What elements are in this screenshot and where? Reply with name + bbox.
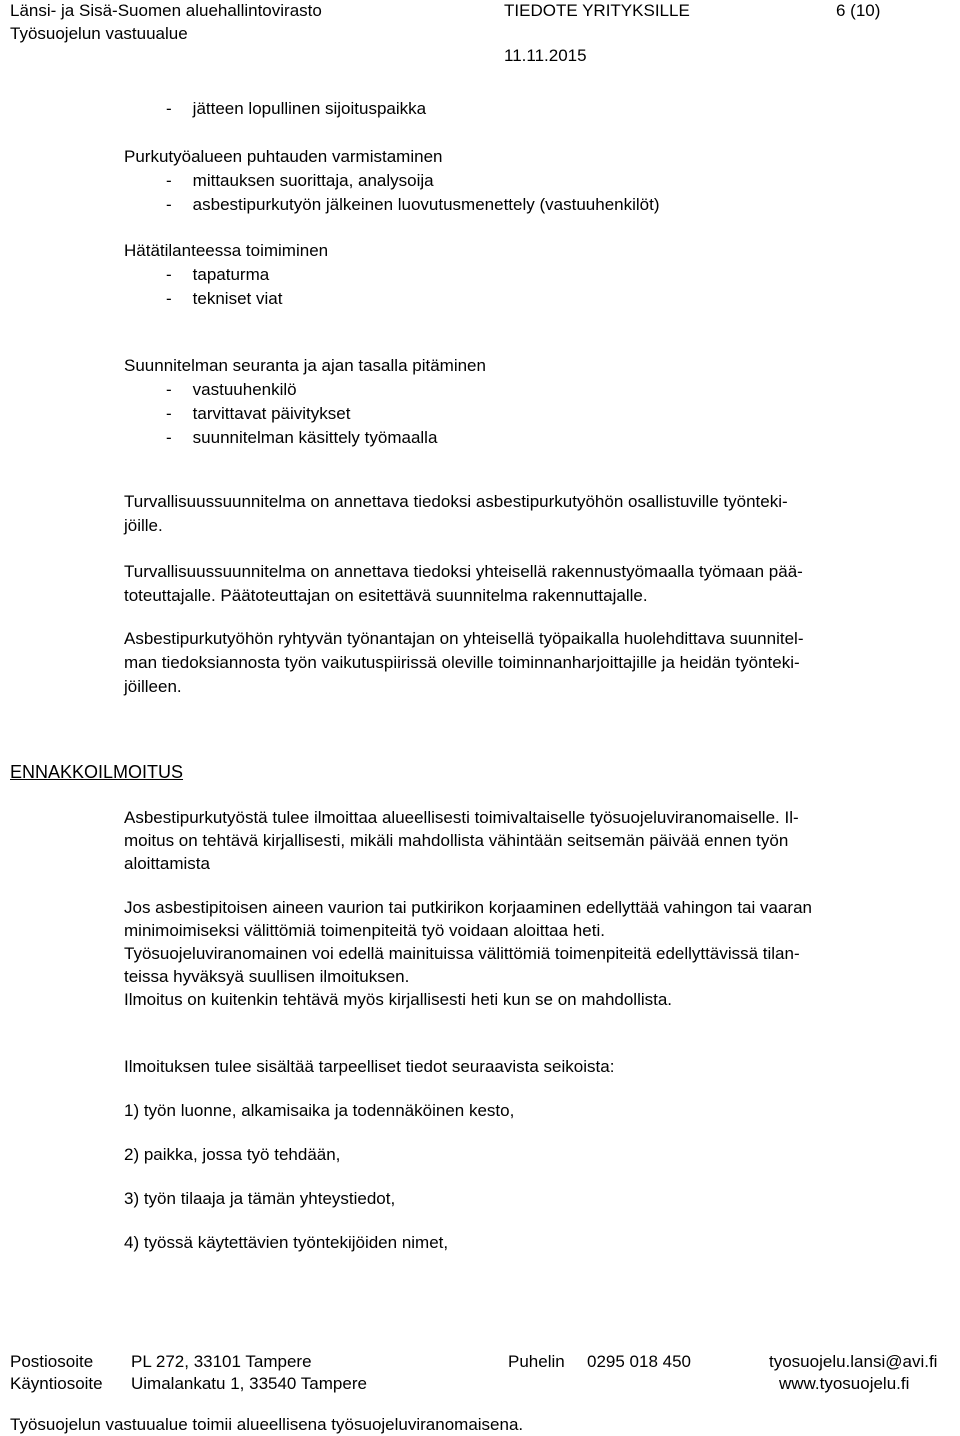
list-item-text: tapaturma <box>192 265 270 284</box>
document-date: 11.11.2015 <box>504 46 587 65</box>
paragraph-line: man tiedoksiannosta työn vaikutuspiirissä oleville toiminnanharjoittajille ja heidän työnteki- <box>124 653 800 672</box>
paragraph-line: Asbestipurkutyöhön ryhtyvän työnantajan on yhteisellä työpaikalla huolehdittava suunnitel- <box>124 629 804 648</box>
list-item-text: vastuuhenkilö <box>192 380 297 399</box>
dash-marker: - <box>166 99 172 118</box>
footer-postal-address: PL 272, 33101 Tampere <box>131 1352 312 1371</box>
numbered-item: 3) työn tilaaja ja tämän yhteystiedot, <box>124 1189 396 1208</box>
paragraph-line: jöilleen. <box>124 677 182 696</box>
dash-marker: - <box>166 380 172 399</box>
list-item-text: tekniset viat <box>192 289 283 308</box>
list-item-text: tarvittavat päivitykset <box>192 404 351 423</box>
paragraph-line: Jos asbestipitoisen aineen vaurion tai putkirikon korjaaminen edellyttää vahingon tai vaaran <box>124 898 812 917</box>
paragraph-line: aloittamista <box>124 854 210 873</box>
paragraph-line: Ilmoitus on kuitenkin tehtävä myös kirjallisesti heti kun se on mahdollista. <box>124 990 673 1009</box>
numbered-item: 2) paikka, jossa työ tehdään, <box>124 1145 341 1164</box>
dash-marker: - <box>166 289 172 308</box>
list-item <box>166 287 282 310</box>
paragraph-line: Asbestipurkutyöstä tulee ilmoittaa alueellisesti toimivaltaiselle työsuojeluviranomaiselle. Il- <box>124 808 799 827</box>
section-title: Suunnitelman seuranta ja ajan tasalla pitäminen <box>124 356 486 375</box>
department-name: Työsuojelun vastuualue <box>10 24 188 43</box>
page-number: 6 (10) <box>836 1 881 20</box>
list-item <box>166 97 426 120</box>
list-intro: Ilmoituksen tulee sisältää tarpeelliset tiedot seuraavista seikoista: <box>124 1057 615 1076</box>
list-item <box>166 263 269 286</box>
paragraph-line: minimoimiseksi välittömiä toimenpiteitä työ voidaan aloittaa heti. <box>124 921 605 940</box>
list-item <box>166 426 437 449</box>
footer-email-link[interactable]: tyosuojelu.lansi@avi.fi <box>769 1352 938 1371</box>
list-item <box>166 169 434 192</box>
dash-marker: - <box>166 404 172 423</box>
list-item <box>166 402 350 425</box>
dash-marker: - <box>166 428 172 447</box>
footer-web-link[interactable]: www.tyosuojelu.fi <box>779 1374 910 1393</box>
dash-marker: - <box>166 171 172 190</box>
footer-phone-label: Puhelin <box>508 1352 565 1371</box>
paragraph-line: Turvallisuussuunnitelma on annettava tiedoksi yhteisellä rakennustyömaalla työmaan pää- <box>124 562 803 581</box>
list-item <box>166 378 297 401</box>
paragraph-line: toteuttajalle. Päätoteuttajan on esitettävä suunnitelma rakennuttajalle. <box>124 586 648 605</box>
footer-visit-label: Käyntiosoite <box>10 1374 103 1393</box>
list-item-text: mittauksen suorittaja, analysoija <box>192 171 434 190</box>
dash-marker: - <box>166 195 172 214</box>
numbered-item: 4) työssä käytettävien työntekijöiden nimet, <box>124 1233 449 1252</box>
list-item-text: suunnitelman käsittely työmaalla <box>192 428 438 447</box>
paragraph-line: teissa hyväksyä suullisen ilmoituksen. <box>124 967 410 986</box>
section-title: Hätätilanteessa toimiminen <box>124 241 329 260</box>
organization-name: Länsi- ja Sisä-Suomen aluehallintovirasto <box>10 1 322 20</box>
footer-phone-number[interactable]: 0295 018 450 <box>587 1352 691 1371</box>
dash-marker: - <box>166 265 172 284</box>
section-heading: ENNAKKOILMOITUS <box>10 762 184 782</box>
numbered-item: 1) työn luonne, alkamisaika ja todennäköinen kesto, <box>124 1101 515 1120</box>
footer-visit-address: Uimalankatu 1, 33540 Tampere <box>131 1374 367 1393</box>
section-title: Purkutyöalueen puhtauden varmistaminen <box>124 147 443 166</box>
footer-note: Työsuojelun vastuualue toimii alueellisena työsuojeluviranomaisena. <box>10 1415 524 1434</box>
document-type: TIEDOTE YRITYKSILLE <box>504 1 690 20</box>
paragraph-line: jöille. <box>124 516 163 535</box>
footer-postal-label: Postiosoite <box>10 1352 94 1371</box>
paragraph-line: Turvallisuussuunnitelma on annettava tiedoksi asbestipurkutyöhön osallistuville työnteki- <box>124 492 788 511</box>
list-item <box>166 193 660 216</box>
paragraph-line: moitus on tehtävä kirjallisesti, mikäli mahdollista vähintään seitsemän päivää ennen työn <box>124 831 789 850</box>
paragraph-line: Työsuojeluviranomainen voi edellä mainituissa välittömiä toimenpiteitä edellyttävissä tilan- <box>124 944 800 963</box>
list-item-text: asbestipurkutyön jälkeinen luovutusmenettely (vastuuhenkilöt) <box>192 195 660 214</box>
list-item-text: jätteen lopullinen sijoituspaikka <box>192 99 427 118</box>
